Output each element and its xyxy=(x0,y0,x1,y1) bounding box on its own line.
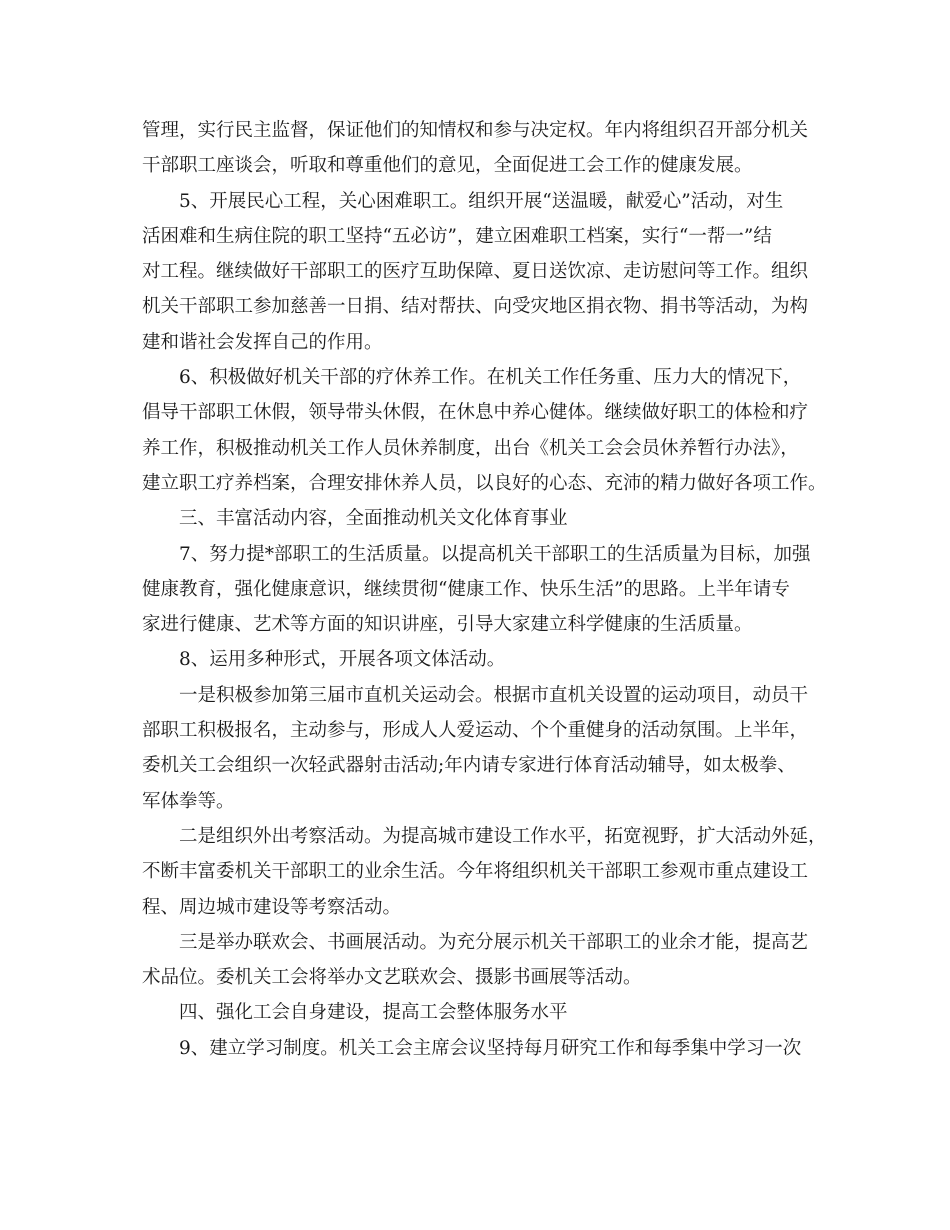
paragraph-line: 干部职工座谈会，听取和尊重他们的意见，全面促进工会工作的健康发展。 xyxy=(142,155,753,177)
paragraph-first-line: 三、丰富活动内容，全面推动机关文化体育事业 xyxy=(179,508,568,530)
paragraph-line: 建和谐社会发挥自己的作用。 xyxy=(142,331,383,353)
paragraph-line: 委机关工会组织一次轻武器射击活动;年内请专家进行体育活动辅导，如太极拳、 xyxy=(142,755,796,777)
paragraph-line: 家进行健康、艺术等方面的知识讲座，引导大家建立科学健康的生活质量。 xyxy=(142,614,753,636)
document-body xyxy=(142,113,827,1066)
paragraph-first-line: 一是积极参加第三届市直机关运动会。根据市直机关设置的运动项目，动员干 xyxy=(179,684,809,706)
paragraph-line: 军体拳等。 xyxy=(142,790,235,812)
paragraph-line: 术品位。委机关工会将举办文艺联欢会、摄影书画展等活动。 xyxy=(142,967,642,989)
paragraph-first-line: 二是组织外出考察活动。为提高城市建设工作水平，拓宽视野，扩大活动外延， xyxy=(179,825,827,847)
paragraph-first-line: 6、积极做好机关干部的疗休养工作。在机关工作任务重、压力大的情况下， xyxy=(179,367,802,389)
paragraph-first-line: 8、运用多种形式，开展各项文体活动。 xyxy=(179,649,506,671)
paragraph-line: 管理，实行民主监督，保证他们的知情权和参与决定权。年内将组织召开部分机关 xyxy=(142,120,809,141)
paragraph-line: 程、周边城市建设等考察活动。 xyxy=(142,896,402,918)
paragraph-line: 活困难和生病住院的职工坚持“五必访”，建立困难职工档案，实行“一帮一”结 xyxy=(142,225,772,247)
paragraph-first-line: 5、开展民心工程，关心困难职工。组织开展“送温暖，献爱心”活动，对生 xyxy=(179,190,784,212)
paragraph-line: 倡导干部职工休假，领导带头休假，在休息中养心健体。继续做好职工的体检和疗 xyxy=(142,402,809,424)
paragraph-first-line: 四、强化工会自身建设，提高工会整体服务水平 xyxy=(179,1002,568,1024)
paragraph-first-line: 7、努力提*部职工的生活质量。以提高机关干部职工的生活质量为目标，加强 xyxy=(179,543,811,565)
paragraph-line: 不断丰富委机关干部职工的业余生活。今年将组织机关干部职工参观市重点建设工 xyxy=(142,861,809,883)
paragraph-line: 建立职工疗养档案，合理安排休养人员，以良好的心态、充沛的精力做好各项工作。 xyxy=(142,472,827,494)
paragraph-line: 健康教育，强化健康意识，继续贯彻“健康工作、快乐生活”的思路。上半年请专 xyxy=(142,578,790,600)
paragraph-line: 对工程。继续做好干部职工的医疗互助保障、夏日送饮凉、走访慰问等工作。组织 xyxy=(142,261,809,283)
paragraph-line: 部职工积极报名，主动参与，形成人人爱运动、个个重健身的活动氛围。上半年， xyxy=(142,720,809,742)
paragraph-line: 机关干部职工参加慈善一日捐、结对帮扶、向受灾地区捐衣物、捐书等活动，为构 xyxy=(142,296,809,318)
paragraph-first-line: 9、建立学习制度。机关工会主席会议坚持每月研究工作和每季集中学习一次 xyxy=(179,1037,802,1059)
paragraph-first-line: 三是举办联欢会、书画展活动。为充分展示机关干部职工的业余才能，提高艺 xyxy=(179,931,809,953)
paragraph-line: 养工作，积极推动机关工作人员休养制度，出台《机关工会会员休养暂行办法》， xyxy=(142,437,799,459)
